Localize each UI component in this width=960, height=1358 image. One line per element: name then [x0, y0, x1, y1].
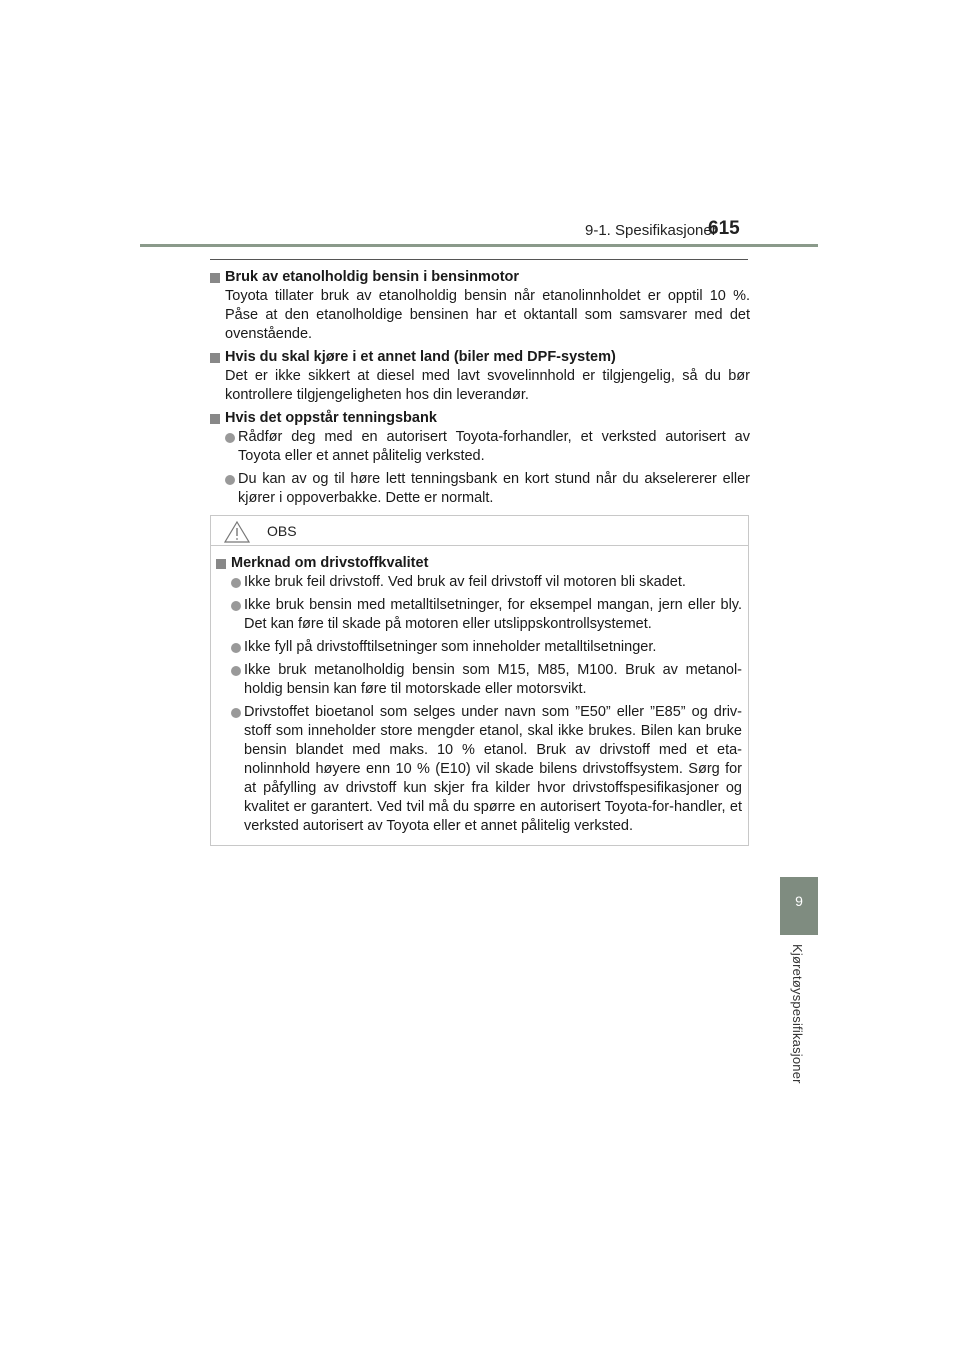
list-item: Ikke bruk metanolholdig bensin som M15, M85, M100. Bruk av metanol-holdig bensin kan føre til motorskade eller motorsvikt.	[216, 661, 742, 699]
obs-header	[211, 516, 748, 546]
section-body: Det er ikke sikkert at diesel med lavt svovelinnhold er tilgjengelig, så du bør kontrollere tilgjengeligheten hos din leverandør.	[225, 368, 750, 403]
section-other-country	[210, 348, 750, 405]
warning-triangle-icon	[224, 521, 250, 548]
list-item: Drivstoffet bioetanol som selges under navn som ”E50” eller ”E85” og driv-stoff som inneholder store mengder etanol, skal ikke brukes. Bilen kan bruke bensin blandet med maks. 10 % etanol. Bruk av drivstoff med et eta-nolinnhold høyere enn 10 % (E10) vil skade bilens drivstoffsystem. Sørg for at påfylling av drivstoff kun skjer fra kilder hvor drivstoffspesifikasjoner og kvalitet er garantert. Ved tvil må du spørre en autorisert Toyota-for-handler, et verksted autorisert av Toyota eller et annet pålitelig verksted.	[216, 703, 742, 836]
list-item: Du kan av og til høre lett tenningsbank en kort stund når du akselererer eller kjører i oppoverbakke. Dette er normalt.	[210, 470, 750, 508]
circle-bullet-icon	[225, 433, 235, 443]
obs-title: OBS	[267, 523, 297, 539]
header-section-title: 9-1. Spesifikasjoner	[585, 222, 717, 239]
obs-body	[211, 546, 748, 836]
section-heading: Bruk av etanolholdig bensin i bensinmotor	[210, 268, 750, 287]
list-item: Rådfør deg med en autorisert Toyota-forhandler, et verksted autorisert av Toyota eller et annet pålitelig verksted.	[210, 428, 750, 466]
square-bullet-icon	[210, 353, 220, 363]
square-bullet-icon	[210, 414, 220, 424]
square-bullet-icon	[216, 559, 226, 569]
page-number: 615	[708, 218, 740, 239]
circle-bullet-icon	[231, 708, 241, 718]
header-rule	[140, 244, 818, 247]
list-item: Ikke fyll på drivstofftilsetninger som inneholder metalltilsetninger.	[216, 638, 742, 657]
section-knocking	[210, 409, 750, 508]
main-content	[210, 268, 750, 512]
chapter-tab[interactable]	[780, 877, 818, 935]
content-rule	[210, 259, 748, 260]
chapter-tab-label: Kjøretøyspesifikasjoner	[790, 944, 805, 1084]
square-bullet-icon	[210, 273, 220, 283]
circle-bullet-icon	[231, 578, 241, 588]
circle-bullet-icon	[231, 666, 241, 676]
section-heading: Hvis du skal kjøre i et annet land (biler med DPF-system)	[210, 348, 750, 367]
circle-bullet-icon	[231, 601, 241, 611]
list-item: Ikke bruk bensin med metalltilsetninger, for eksempel mangan, jern eller bly. Det kan føre til skade på motoren eller utslippskontrollsystemet.	[216, 596, 742, 634]
obs-warning-box	[210, 515, 749, 846]
circle-bullet-icon	[225, 475, 235, 485]
section-heading: Merknad om drivstoffkvalitet	[216, 554, 742, 573]
section-ethanol	[210, 268, 750, 344]
circle-bullet-icon	[231, 643, 241, 653]
section-body: Toyota tillater bruk av etanolholdig bensin når etanolinnholdet er opptil 10 %. Påse at den etanolholdige bensinen har et oktantall som samsvarer med det ovenstående.	[225, 288, 750, 342]
chapter-tab-number: 9	[795, 893, 803, 909]
list-item: Ikke bruk feil drivstoff. Ved bruk av feil drivstoff vil motoren bli skadet.	[216, 573, 742, 592]
section-heading: Hvis det oppstår tenningsbank	[210, 409, 750, 428]
